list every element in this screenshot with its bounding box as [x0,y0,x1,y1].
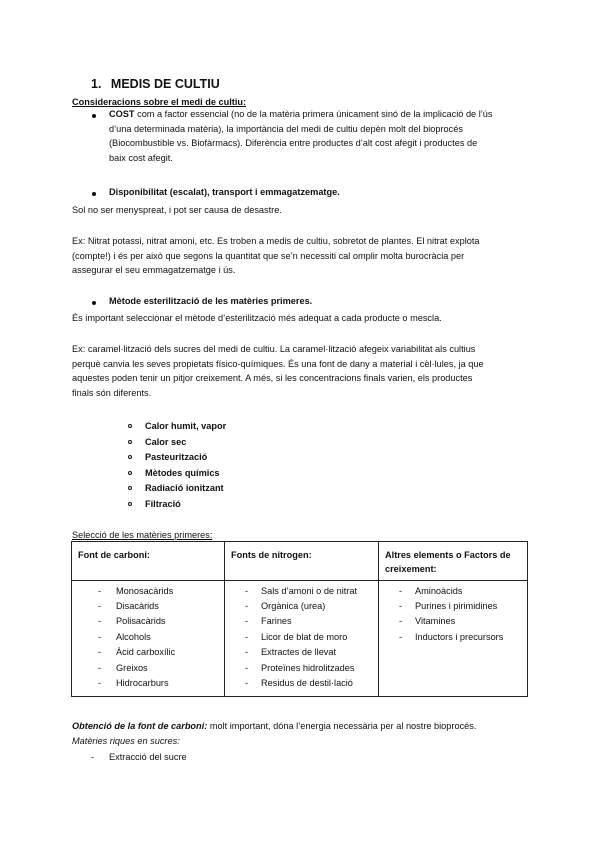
carbon-source-label: Obtenció de la font de carboni: [72,721,208,731]
sugar-title: Matèries riques en sucres: [72,736,180,746]
circle-bullet-icon [128,471,132,475]
cost-line: com a factor essencial (no de la matèria primera únicament sinó de la implicació de l’ús [137,109,493,119]
cost-paragraph [109,107,527,165]
table-cell-others: - Aminoàcids - Purines i pirimidines - Vitamines - Inductors i precursors [379,581,528,697]
availability-text: Sol no ser menyspreat, i pot ser causa de desastre. [72,205,282,215]
circle-bullet-icon [128,440,132,444]
cost-line: d’una determinada matèria), la importància del medi de cultiu depèn molt del bioprocés [109,123,463,134]
example-1-line: (compte!) i és per això que segons la quantitat que se’n necessiti cal omplir molta burocràcia per [72,250,465,261]
dash-bullet: - [91,752,95,762]
carbon-item: Monosacàrids [116,586,174,596]
nitrogen-item: Farines [261,616,292,626]
example-2-line: Ex: caramel·lització dels sucres del medi de cultiu. La caramel·lització afegeix variabilitat als cultius [72,344,476,354]
circle-bullet-icon [128,424,132,428]
method-item: Pasteurització [145,452,208,462]
others-item: Purines i pirimidines [415,601,498,611]
nitrogen-item: Proteïnes hidrolitzades [261,663,355,673]
method-item: Calor humit, vapor [145,421,227,431]
selection-title: Selecció de les matèries primeres: [72,530,213,540]
example-1-paragraph [72,234,527,278]
considerations-title: Consideracions sobre el medi de cultiu: [72,97,247,107]
method-item: Radiació ionitzant [145,483,224,493]
carbon-source-paragraph [72,719,476,733]
heading-title: MEDIS DE CULTIU [110,77,220,91]
carbon-item: Alcohols [116,632,151,642]
bullet-icon [92,301,96,305]
cost-line: (Biocombustible vs. Biofàrmacs). Diferència entre productes d’alt cost afegit i productes de [109,138,478,149]
raw-materials-table [71,541,528,697]
sterilization-text: És important seleccionar el mètode d’esterilització més adequat a cada producte o mescla. [72,313,442,323]
circle-bullet-icon [128,455,132,459]
method-item: Calor sec [145,437,187,447]
nitrogen-item: Licor de blat de moro [261,632,348,642]
example-2-line: aquestes poden tenir un pitjor creixement. A més, si les concentracions finals varien, els productes [72,373,473,384]
others-item: Vitamines [415,616,456,626]
others-item: Aminoàcids [415,586,463,596]
section-heading [91,76,220,92]
method-item: Filtració [145,499,181,509]
table-cell-nitrogen: - Sals d’amoni o de nitrat - Orgànica (urea) - Farines - Licor de blat de moro - Extractes de llevat - Proteïnes hidrolitzades - Residus de destil·lació [225,581,379,697]
sugar-item: Extracció del sucre [109,752,187,762]
table-header-others: Altres elements o Factors de creixement: [379,542,528,581]
sterilization-bullet: Mètode esterilització de les matèries primeres. [109,296,313,306]
example-2-line: perquè canvia les seves propietats físico-químiques. És una font de dany a material i cèl·lules, ja que [72,358,484,369]
carbon-item: Àcid carboxílic [116,647,176,657]
heading-number: 1. [91,77,102,91]
carbon-source-text: molt important, dóna l’energia necessària per al nostre bioprocés. [209,721,477,731]
carbon-item: Hidrocarburs [116,678,169,688]
cost-line: baix cost afegit. [109,152,173,163]
example-1-line: Ex: Nitrat potassi, nitrat amoni, etc. Es troben a medis de cultiu, sobretot de plantes. El nitrat explota [72,236,480,246]
circle-bullet-icon [128,486,132,490]
availability-bullet: Disponibilitat (escalat), transport i emmagatzematge. [109,187,340,197]
table-header-nitrogen: Fonts de nitrogen: [225,542,379,581]
example-1-line: assegurar el seu emmagatzematge i ús. [72,265,236,276]
cost-bold: COST [109,109,135,119]
nitrogen-item: Sals d’amoni o de nitrat [261,586,358,596]
carbon-item: Polisacàrids [116,616,166,626]
bullet-icon [92,114,96,118]
carbon-item: Disacàrids [116,601,159,611]
nitrogen-item: Residus de destil·lació [261,678,353,688]
example-2-paragraph [72,342,527,400]
carbon-item: Greixos [116,663,148,673]
table-header-carbon: Font de carboni: [72,542,225,581]
nitrogen-item: Extractes de llevat [261,647,337,657]
table-cell-carbon: - Monosacàrids - Disacàrids - Polisacàrids - Alcohols - Àcid carboxílic - Greixos - Hidrocarburs [72,581,225,697]
nitrogen-item: Orgànica (urea) [261,601,326,611]
bullet-icon [92,192,96,196]
method-item: Mètodes químics [145,468,220,478]
circle-bullet-icon [128,502,132,506]
others-item: Inductors i precursors [415,632,504,642]
example-2-line: finals són diferents. [72,387,152,398]
